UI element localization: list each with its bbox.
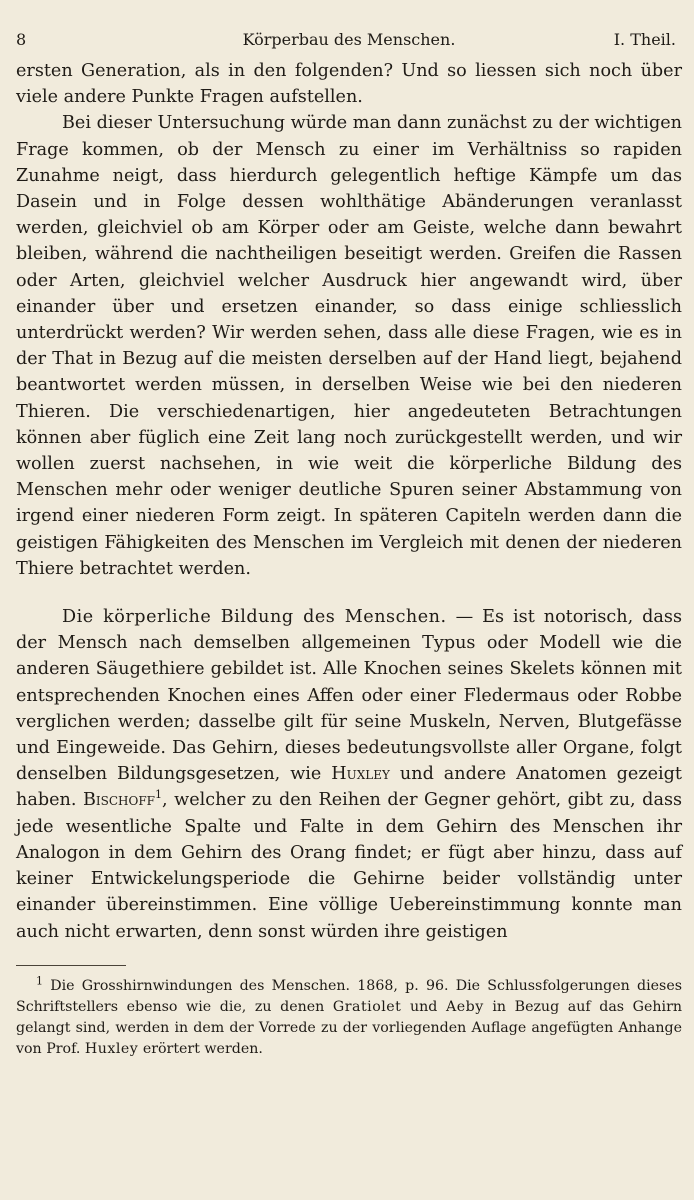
paragraph: Bei dieser Untersuchung würde man dann zunächst zu der wichtigen Frage kommen, ob der Mensch zu einer im Verhältniss so rapiden Zunahme neigt, dass hierdurch gelegentlich heftige Kämpfe um das Dasein und in Folge dessen wohlthätige Abänderungen veranlasst werden, gleichviel ob am Körper oder am Geiste, welche dann bewahrt bleiben, während die nachtheiligen beseitigt werden. Greifen die Rassen oder Arten, gleichviel welcher Ausdruck hier angewandt wird, über einander über und ersetzen einander, so dass einige schliesslich unterdrückt werden? Wir werden sehen, dass alle diese Fragen, wie es in der That in Bezug auf die meisten derselben auf der Hand liegt, bejahend beantwortet werden müssen, in derselben Weise wie bei den niederen Thieren. Die verschiedenartigen, hier angedeuteten Betrachtungen können aber füglich eine Zeit lang noch zurückgestellt werden, und wir wollen zuerst nachsehen, in wie weit die körperliche Bildung des Menschen mehr oder weniger deutliche Spuren seiner Abstammung von irgend einer niederen Form zeigt. In späteren Capiteln werden dann die geistigen Fähigkeiten des Menschen im Vergleich mit denen der niederen Thiere betrachtet werden. xyxy=(16,113,682,579)
section-text: , welcher zu den Reihen der Gegner gehört, gibt zu, dass jede wesentliche Spalte und Falte in dem Gehirn des Menschen ihr Analogon in dem Gehirn des Orang findet; er fügt aber hinzu, dass auf keiner Entwickelungsperiode die Gehirne beider vollständig unter einander übereinstimmen. Eine völlige Uebereinstimmung konnte man auch nicht erwarten, denn sonst würden ihre geistigen xyxy=(16,790,682,942)
footnote xyxy=(16,973,682,1061)
section-text: und andere Anatomen gezeigt haben. xyxy=(16,764,682,811)
section-gap xyxy=(16,582,682,604)
footnote-text: und xyxy=(401,998,446,1015)
main-text xyxy=(16,58,682,945)
author-name-bischoff: Bischoff xyxy=(82,790,155,811)
footnote-text: in Bezug auf das Gehirn gelangt sind, werden in dem der Vorrede zu der vorliegenden Auflage angefügten Anhange von Prof. xyxy=(16,998,682,1058)
section-paragraph xyxy=(16,604,682,945)
running-title: Körperbau des Menschen. xyxy=(242,30,456,49)
part-label: I. Theil. xyxy=(613,30,676,49)
author-name-aeby: Aeby xyxy=(445,998,484,1015)
author-name-gratiolet: Gratiolet xyxy=(332,998,402,1015)
paragraph-continued: ersten Generation, als in den folgenden? Und so liessen sich noch über viele andere Punkte Fragen aufstellen. xyxy=(16,61,682,108)
author-name-huxley: Huxley xyxy=(331,764,390,785)
footnote-text: erörtert werden. xyxy=(138,1041,263,1058)
section-text: — Es ist notorisch, dass der Mensch nach demselben allgemeinen Typus oder Modell wie die anderen Säugethiere gebildet ist. Alle Knochen seines Skelets können mit entsprechenden Knochen eines Affen oder einer Fledermaus oder Robbe verglichen werden; dasselbe gilt für seine Muskeln, Nerven, Blutgefässe und Eingeweide. Das Gehirn, dieses bedeutungsvollste aller Organe, folgt denselben Bildungsgesetzen, wie xyxy=(16,607,682,785)
page-number: 8 xyxy=(16,30,27,49)
page-header xyxy=(16,22,682,58)
footnote-text: Die Grosshirnwindungen des Menschen. 1868, p. 96. Die Schlussfolgerungen dieses Schriftstellers ebenso wie die, zu denen xyxy=(16,977,682,1015)
section-heading: Die körperliche Bildung des Menschen. xyxy=(62,607,447,628)
footnote-divider xyxy=(16,965,126,966)
footnote-reference: 1 xyxy=(155,788,162,802)
author-name-huxley: Huxley xyxy=(84,1041,139,1058)
footnote-mark: 1 xyxy=(36,973,43,987)
